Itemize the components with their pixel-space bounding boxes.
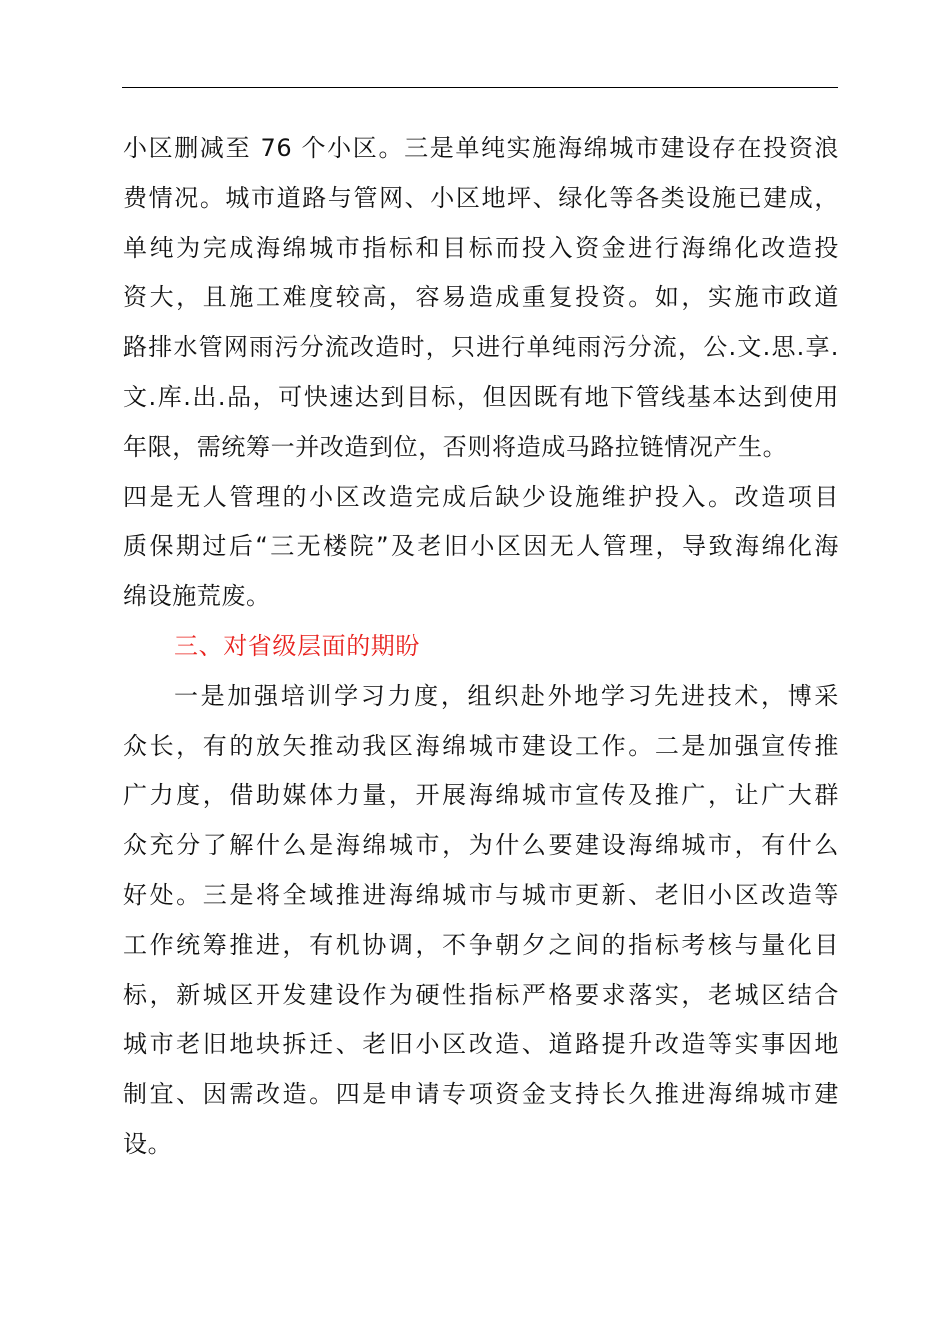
paragraph-1 [123,124,843,622]
text-line: 广力度，借助媒体力量，开展海绵城市宣传及推广，让广大群 [123,781,839,810]
text-line: 质保期过后“三无楼院”及老旧小区因无人管理，导致海绵化海 [123,532,839,561]
section-heading: 三、对省级层面的期盼 [174,631,420,660]
text-line: 资大，且施工难度较高，容易造成重复投资。如，实施市政道 [123,283,839,312]
text-line: 路排水管网雨污分流改造时，只进行单纯雨污分流，公.文.思.享. [123,333,839,362]
text-line: 制宜、因需改造。四是申请专项资金支持长久推进海绵城市建 [123,1080,839,1109]
text-line: 一是加强培训学习力度，组织赴外地学习先进技术，博采 [174,681,839,710]
text-line: 众长，有的放矢推动我区海绵城市建设工作。二是加强宣传推 [123,731,839,760]
text-line: 费情况。城市道路与管网、小区地坪、绿化等各类设施已建成， [123,183,839,212]
text-line: 众充分了解什么是海绵城市，为什么要建设海绵城市，有什么 [123,831,839,860]
text-line: 小区删减至 76 个小区。三是单纯实施海绵城市建设存在投资浪 [123,134,839,162]
text-line: 设。 [123,1129,173,1158]
text-line: 年限，需统筹一并改造到位，否则将造成马路拉链情况产生。 [123,432,788,461]
paragraph-2 [123,672,843,1170]
text-line: 文.库.出.品，可快速达到目标，但因既有地下管线基本达到使用 [123,382,839,411]
text-line: 四是无人管理的小区改造完成后缺少设施维护投入。改造项目 [123,482,839,511]
text-line: 好处。三是将全域推进海绵城市与城市更新、老旧小区改造等 [123,880,839,909]
text-line: 单纯为完成海绵城市指标和目标而投入资金进行海绵化改造投 [123,233,839,262]
text-line: 标，新城区开发建设作为硬性指标严格要求落实，老城区结合 [123,980,839,1009]
text-line: 城市老旧地块拆迁、老旧小区改造、道路提升改造等实事因地 [123,1030,839,1059]
text-line: 绵设施荒废。 [123,582,271,611]
text-line: 工作统筹推进，有机协调，不争朝夕之间的指标考核与量化目 [123,930,839,959]
document-body [123,124,843,1170]
header-rule [122,87,838,88]
